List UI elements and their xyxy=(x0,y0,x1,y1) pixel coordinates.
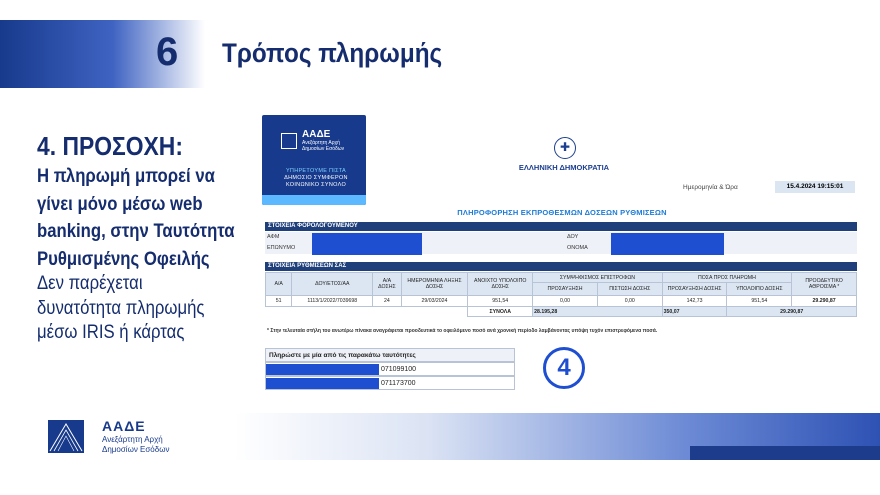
info-line: μέσω IRIS ή κάρτας xyxy=(37,322,185,343)
warning-panel xyxy=(37,130,272,346)
document-title: ΠΛΗΡΟΦΟΡΗΣΗ ΕΚΠΡΟΘΕΣΜΩΝ ΔΟΣΕΩΝ ΡΥΘΜΙΣΕΩΝ xyxy=(457,208,667,217)
total-payable: 29.290,87 xyxy=(727,307,857,317)
totals-label: ΣΥΝΟΛΑ xyxy=(468,307,533,317)
onoma-label: ΟΝΟΜΑ xyxy=(567,245,588,251)
logo-tagline xyxy=(276,168,356,189)
settlement-document xyxy=(262,115,862,395)
payment-id-row xyxy=(265,376,515,390)
footer-org-name: ΑΑΔΕ xyxy=(102,418,146,434)
footer-subtitle-line: Ανεξάρτητη Αρχή xyxy=(102,435,163,444)
warning-heading: 4. ΠΡΟΣΟΧΗ: xyxy=(37,131,183,161)
redacted-id-prefix xyxy=(266,378,379,389)
aade-mark-icon xyxy=(281,133,297,149)
tagline-line: ΥΠΗΡΕΤΟΥΜΕ ΠΙΣΤΑ xyxy=(285,168,347,174)
col-header: ΠΡΟΣΑΥΞΗΣΗ xyxy=(533,283,598,296)
aade-footer-logo-icon xyxy=(48,420,84,453)
col-header: ΔΟΥ/ΕΤΟΣ/ΑΑ xyxy=(292,273,373,296)
payment-id-value[interactable]: 071099100 xyxy=(381,366,417,373)
payment-id-value[interactable]: 071173700 xyxy=(381,380,416,387)
doy-label: ΔΟΥ xyxy=(567,234,579,240)
table-cell: 1113/1/2022/7039698 xyxy=(292,296,373,307)
table-cell: 0,00 xyxy=(597,296,662,307)
logo-wave xyxy=(262,195,366,205)
tagline-line: ΔΗΜΟΣΙΟ ΣΥΜΦΕΡΟΝ xyxy=(284,175,348,181)
table-cell: 951,54 xyxy=(727,296,792,307)
col-header: ΠΙΣΤΩΣΗ ΔΟΣΗΣ xyxy=(597,283,662,296)
tagline-line: ΚΟΙΝΩΝΙΚΟ ΣΥΝΟΛΟ xyxy=(285,182,347,188)
col-header: Α/Α xyxy=(266,273,292,296)
redacted-office-info xyxy=(611,233,724,255)
total-open-balance: 28.195,28 xyxy=(533,307,663,317)
group-header-payable: ΠΟΣΑ ΠΡΟΣ ΠΛΗΡΩΜΗ xyxy=(662,273,792,283)
logo-name: ΑΑΔΕ xyxy=(302,129,331,140)
info-line: Δεν παρέχεται xyxy=(37,273,143,294)
date-value: 15.4.2024 19:15:01 xyxy=(775,181,855,193)
greek-emblem-icon: ✚ xyxy=(554,137,576,159)
redacted-id-prefix xyxy=(266,364,379,375)
taxpayer-section-bar: ΣΤΟΙΧΕΙΑ ΦΟΡΟΛΟΓΟΥΜΕΝΟΥ xyxy=(265,222,857,231)
warning-line: Ρυθμισμένης Οφειλής xyxy=(37,248,210,270)
step-badge: 4 xyxy=(543,347,585,389)
table-cell: 0,00 xyxy=(533,296,598,307)
col-header: ΥΠΟΛΟΙΠΟ ΔΟΣΗΣ xyxy=(727,283,792,296)
table-cell: 29.290,87 xyxy=(792,296,857,307)
logo-subtitle xyxy=(302,140,362,152)
group-header-offset: ΣΥΜΨΗΦΙΣΜΟΣ ΕΠΙΣΤΡΟΦΩΝ xyxy=(533,273,663,283)
section-title: Τρόπος πληρωμής xyxy=(222,38,443,68)
settlement-table xyxy=(265,272,857,317)
warning-line: γίνει μόνο μέσω web xyxy=(37,193,203,215)
payment-id-row xyxy=(265,362,515,376)
payment-ids-heading: Πληρώστε με μία από τις παρακάτω ταυτότητες xyxy=(265,348,515,362)
col-header: ΑΝΟΙΧΤΟ ΥΠΟΛΟΙΠΟ ΔΟΣΗΣ xyxy=(468,273,533,296)
eponymo-label: ΕΠΩΝΥΜΟ xyxy=(267,245,296,251)
republic-label: ΕΛΛΗΝΙΚΗ ΔΗΜΟΚΡΑΤΙΑ xyxy=(518,163,610,172)
table-row xyxy=(266,296,857,307)
table-cell: 24 xyxy=(373,296,401,307)
afm-label: ΑΦΜ xyxy=(267,234,280,240)
table-cell: 951,54 xyxy=(468,296,533,307)
footer-subtitle-line: Δημοσίων Εσόδων xyxy=(102,445,170,454)
logo-subtitle-line: Δημοσίων Εσόδων xyxy=(302,146,345,152)
table-cell: 142,73 xyxy=(662,296,727,307)
col-header: Α/Α ΔΟΣΗΣ xyxy=(373,273,401,296)
warning-line: banking, στην Ταυτότητα xyxy=(37,221,235,242)
warning-line: Η πληρωμή μπορεί να xyxy=(37,166,215,187)
footer-dark-bar xyxy=(690,446,880,460)
footer-org-subtitle xyxy=(102,435,192,455)
settlement-section-bar: ΣΤΟΙΧΕΙΑ ΡΥΘΜΙΣΕΩΝ ΣΑΣ xyxy=(265,262,857,271)
col-header: ΠΡΟΟΔΕΥΤΙΚΟ ΑΘΡΟΙΣΜΑ * xyxy=(792,273,857,296)
info-line: δυνατότητα πληρωμής xyxy=(37,297,205,319)
aade-logo xyxy=(262,115,366,205)
table-footnote: * Στην τελευταία στήλη του ανωτέρω πίνακα αναγράφεται προοδευτικά το οφειλόμενο ποσό ανά χρονική περίοδο λαμβάνοντας υπόψη τυχόν επιστρεφόμενα ποσά. xyxy=(267,328,658,334)
date-label: Ημερομηνία & Ώρα xyxy=(683,184,738,191)
section-number: 6 xyxy=(156,30,179,74)
col-header: ΠΡΟΣΑΥΞΗΣΗ ΔΟΣΗΣ xyxy=(662,283,727,296)
col-header: ΗΜΕΡΟΜΗΝΙΑ ΛΗΞΗΣ ΔΟΣΗΣ xyxy=(401,273,468,296)
redacted-taxpayer-info xyxy=(312,233,422,255)
logo-subtitle-line: Ανεξάρτητη Αρχή xyxy=(302,140,340,146)
total-offset: 350,07 xyxy=(662,307,727,317)
table-cell: 29/03/2024 xyxy=(401,296,468,307)
table-cell: 51 xyxy=(266,296,292,307)
totals-row xyxy=(266,307,857,317)
